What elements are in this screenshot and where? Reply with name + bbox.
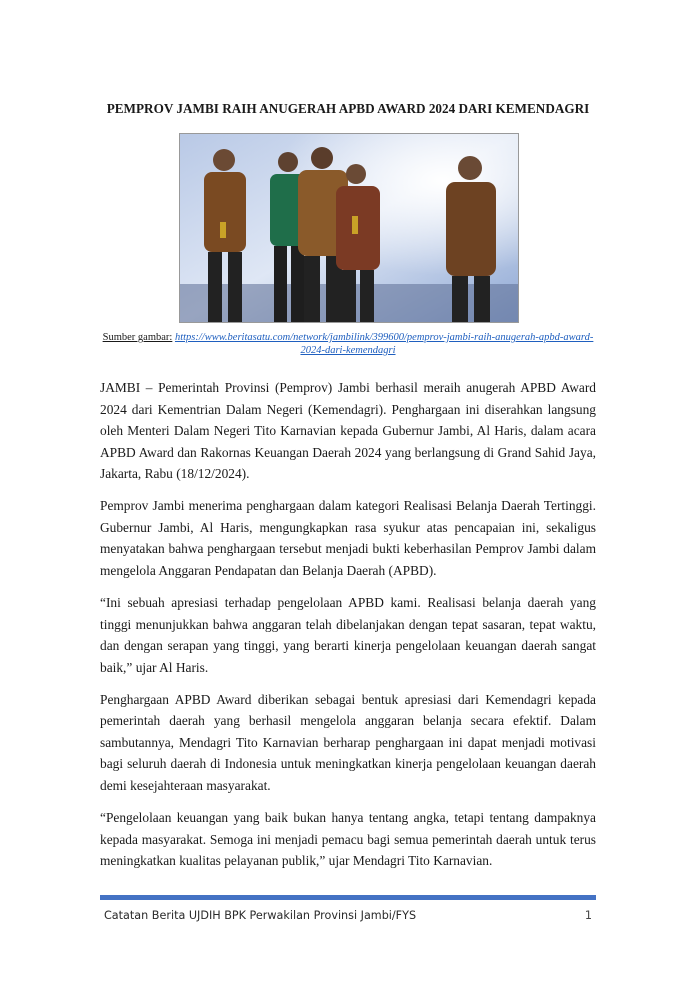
paragraph: Pemprov Jambi menerima penghargaan dalam kategori Realisasi Belanja Daerah Tertinggi. Gubernur Jambi, Al Haris, mengungkapkan rasa syukur atas pencapaian ini, sekaligus menyatakan bahwa penghargaan tersebut menjadi bukti keberhasilan Pemprov Jambi dalam mengelola Anggaran Pendapatan dan Belanja Daerah (APBD).	[100, 498, 596, 578]
article-body	[100, 377, 596, 882]
footer-text: Catatan Berita UJDIH BPK Perwakilan Provinsi Jambi/FYS	[104, 909, 417, 922]
paragraph: Penghargaan APBD Award diberikan sebagai bentuk apresiasi dari Kemendagri kepada pemerintah daerah yang berhasil mengelola anggaran belanja secara efektif. Dalam sambutannya, Mendagri Tito Karnavian berharap penghargaan ini dapat menjadi motivasi bagi seluruh daerah di Indonesia untuk meningkatkan kinerja pengelolaan keuangan daerah demi kesejahteraan masyarakat.	[100, 691, 596, 793]
footer-divider	[100, 895, 596, 900]
source-link[interactable]: https://www.beritasatu.com/network/jambilink/399600/pemprov-jambi-raih-anugerah-apbd-award-2024-dari-kemendagri	[174, 332, 594, 356]
page-footer	[104, 909, 592, 922]
paragraph: “Ini sebuah apresiasi terhadap pengelolaan APBD kami. Realisasi belanja daerah yang tinggi menunjukkan bahwa anggaran telah dibelanjakan dengan tepat sasaran, tepat waktu, dan dengan serapan yang tinggi, yang berarti kinerja pengelolaan keuangan daerah sangat baik,” ujar Al Haris.	[100, 595, 596, 675]
caption-label: Sumber gambar:	[102, 332, 173, 343]
paragraph: “Pengelolaan keuangan yang baik bukan hanya tentang angka, tetapi tentang dampaknya kepada masyarakat. Semoga ini menjadi pemacu bagi semua pemerintah daerah untuk terus meningkatkan kualitas pelayanan publik,” ujar Mendagri Tito Karnavian.	[100, 810, 596, 869]
paragraph: JAMBI – Pemerintah Provinsi (Pemprov) Jambi berhasil meraih anugerah APBD Award 2024 dari Kementrian Dalam Negeri (Kemendagri). Penghargaan ini diserahkan langsung oleh Menteri Dalam Negeri Tito Karnavian kepada Gubernur Jambi, Al Haris, dalam acara APBD Award dan Rakornas Keuangan Daerah 2024 yang berlangsung di Grand Sahid Jaya, Jakarta, Rabu (18/12/2024).	[100, 380, 596, 481]
page-number: 1	[584, 909, 592, 922]
page-title: PEMPROV JAMBI RAIH ANUGERAH APBD AWARD 2024 DARI KEMENDAGRI	[106, 101, 590, 116]
image-caption	[100, 332, 596, 357]
news-photo	[179, 133, 519, 323]
